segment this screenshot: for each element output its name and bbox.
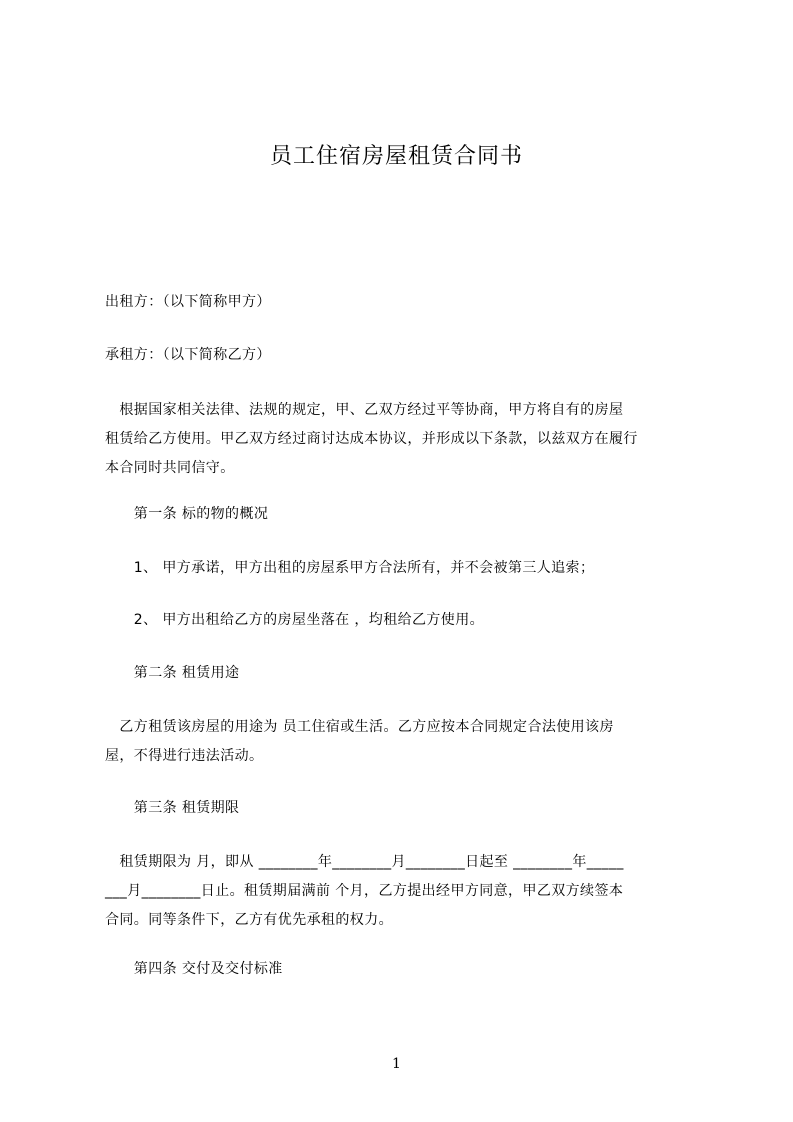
article-1-heading: 第一条 标的物的概况	[105, 506, 269, 522]
lessee-line: 承租方：（以下简称乙方）	[105, 347, 271, 363]
article-3-heading: 第三条 租赁期限	[105, 800, 240, 816]
intro-line-2: 租赁给乙方使用。甲乙双方经过商讨达成本协议，并形成以下条款，以兹双方在履行	[105, 431, 638, 447]
article-3-line-1: 租赁期限为 月，即从 ________年________月________日起至 ________年_____	[105, 854, 624, 870]
intro-line-1: 根据国家相关法律、法规的规定，甲、乙双方经过平等协商，甲方将自有的房屋	[105, 402, 624, 418]
article-3-line-3: 合同。同等条件下，乙方有优先承租的权力。	[105, 912, 393, 928]
article-4-heading: 第四条 交付及交付标准	[105, 961, 283, 977]
article-2-heading: 第二条 租赁用途	[105, 665, 240, 681]
intro-paragraph	[105, 396, 705, 483]
page-number: 1	[392, 1056, 401, 1072]
article-2-paragraph	[105, 713, 705, 771]
lessor-line: 出租方：（以下简称甲方）	[105, 294, 271, 310]
article-2-line-1: 乙方租赁该房屋的用途为 员工住宿或生活。乙方应按本合同规定合法使用该房	[105, 719, 614, 735]
intro-line-3: 本合同时共同信守。	[105, 460, 235, 476]
article-1-item-2: 2、 甲方出租给乙方的房屋坐落在 ，均租给乙方使用。	[105, 612, 485, 628]
page-title: 员工住宿房屋租赁合同书	[269, 144, 523, 169]
article-2-line-2: 屋，不得进行违法活动。	[105, 748, 264, 764]
article-3-line-2: ___月________日止。租赁期届满前 个月，乙方提出经甲方同意，甲乙双方续签本	[105, 883, 624, 899]
article-3-paragraph	[105, 848, 705, 935]
article-1-item-1: 1、 甲方承诺，甲方出租的房屋系甲方合法所有，并不会被第三人追索；	[105, 560, 595, 576]
